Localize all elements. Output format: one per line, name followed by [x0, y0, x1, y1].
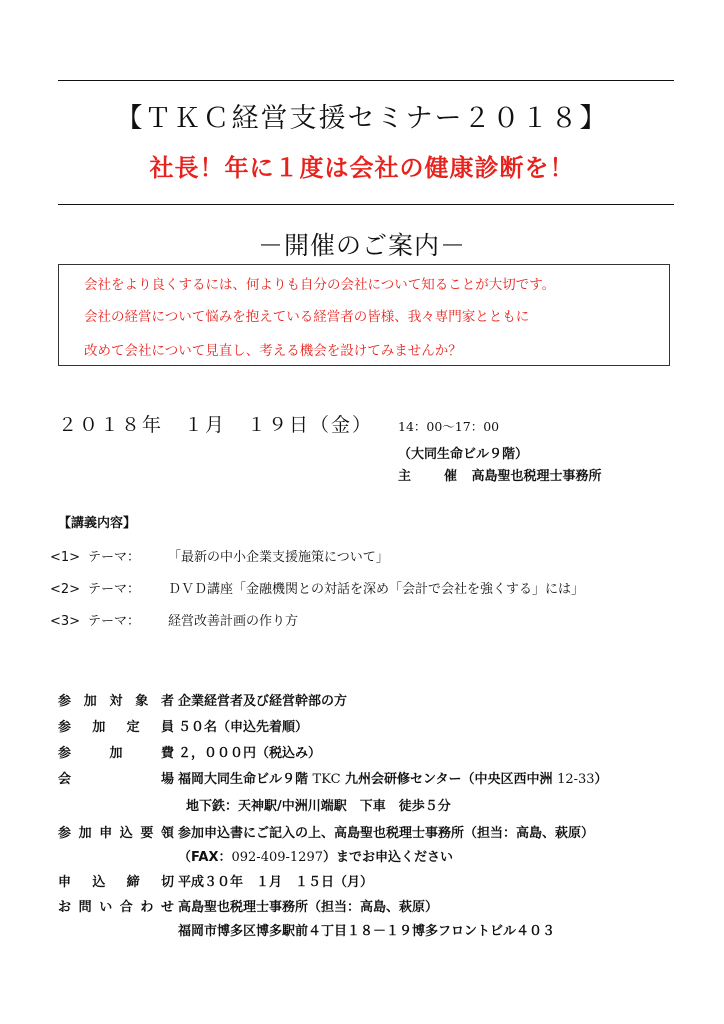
venue-address-number: 12-33 [557, 772, 595, 787]
target-value: 企業経営者及び経営幹部の方 [178, 694, 348, 709]
event-host [398, 465, 602, 484]
contact-address: 福岡市博多区博多駅前４丁目１８－１９博多フロントビル４０３ [178, 924, 556, 939]
intro-line: 会社をより良くするには、何よりも自分の会社について知ることが大切です。 [84, 277, 556, 293]
top-divider [58, 80, 674, 81]
contact-label: お問い合わせ [58, 900, 174, 915]
venue-building: 福岡大同生命ビル９階 [178, 772, 313, 787]
lecture-item [50, 578, 584, 597]
middle-divider [58, 204, 674, 205]
application-value: 参加申込書にご記入の上、高島聖也税理士事務所（担当：高島、萩原） [178, 826, 595, 841]
venue-value [178, 768, 608, 787]
target-label: 参加対象者 [58, 694, 174, 709]
intro-line: 改めて会社について見直し、考える機会を設けてみませんか？ [84, 343, 462, 359]
application-fax [178, 846, 453, 865]
page-subtitle: 社長！年に１度は会社の健康診断を！ [149, 154, 575, 182]
fax-suffix: ）までお申込ください [322, 850, 453, 865]
application-label: 参加申込要領 [58, 826, 174, 841]
lecture-number: <2> [50, 582, 81, 597]
lecture-label: テーマ： [88, 614, 141, 629]
deadline-label: 申込締切 [58, 875, 174, 890]
intro-line: 会社の経営について悩みを抱えている経営者の皆様、我々専門家とともに [84, 309, 530, 325]
venue-row [58, 768, 608, 787]
lecture-label: テーマ： [88, 582, 141, 597]
venue-label: 会場 [58, 772, 174, 787]
deadline-value: 平成３０年 １月 １５日（月） [178, 875, 374, 890]
lecture-content: ＤＶＤ講座「金融機関との対話を深め「会計で会社を強くする」には」 [168, 582, 585, 597]
deadline-row [58, 871, 373, 890]
fee-row [58, 742, 321, 761]
application-row [58, 822, 594, 841]
venue-close-paren: ） [594, 772, 608, 787]
fee-label: 参加費 [58, 746, 174, 761]
target-row [58, 690, 347, 709]
event-time: 14：00～17：00 [398, 419, 500, 434]
event-date: ２０１８年 １月 １９日（金） [58, 414, 374, 436]
capacity-value: ５０名（申込先着順） [178, 720, 309, 735]
lecture-item [50, 546, 389, 565]
lecture-number: <1> [50, 550, 81, 565]
fax-prefix: （FAX： [178, 850, 232, 865]
contact-row [58, 896, 438, 915]
lecture-content: 経営改善計画の作り方 [168, 614, 299, 629]
announcement-heading: －開催のご案内－ [257, 231, 466, 260]
capacity-label: 参加定員 [58, 720, 174, 735]
fee-value: ２，０００円（税込み） [178, 746, 322, 761]
contact-value: 高島聖也税理士事務所（担当：高島、萩原） [178, 900, 439, 915]
venue-center: 九州会研修センター（中央区西中洲 [340, 772, 558, 787]
lecture-item [50, 610, 298, 629]
event-venue-note: （大同生命ビル９階） [398, 447, 529, 462]
capacity-row [58, 716, 308, 735]
lecture-label: テーマ： [88, 550, 141, 565]
host-label: 主 催 [398, 469, 468, 484]
lecture-content: 「最新の中小企業支援施策について」 [168, 550, 389, 565]
page-title: 【ＴＫＣ経営支援セミナー２０１８】 [115, 103, 609, 134]
venue-access: 地下鉄：天神駅/中洲川端駅 下車 徒歩５分 [186, 799, 451, 814]
fax-number: 092-409-1297 [231, 850, 323, 865]
lecture-number: <3> [50, 614, 81, 629]
intro-box [58, 264, 670, 366]
host-name: 高島聖也税理士事務所 [471, 469, 602, 484]
venue-org-code: TKC [312, 772, 341, 787]
lecture-heading: 【講義内容】 [58, 516, 137, 531]
